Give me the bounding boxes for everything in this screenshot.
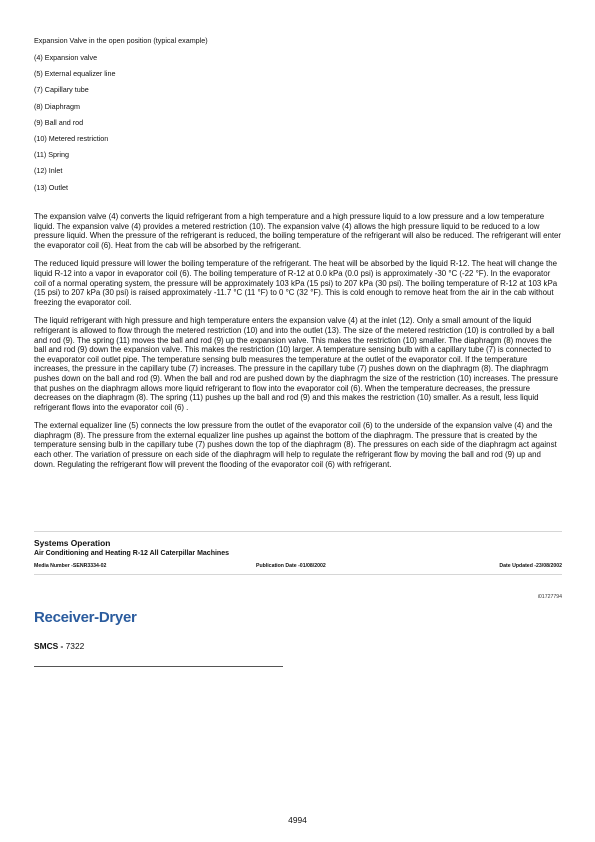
figure-caption: Expansion Valve in the open position (typical example): [34, 36, 208, 45]
publication-date: Publication Date -01/08/2002: [256, 563, 326, 569]
legend-item: (5) External equalizer line: [34, 69, 116, 79]
legend-item: (9) Ball and rod: [34, 117, 84, 127]
heading-divider: [34, 666, 283, 667]
section-subtitle: Air Conditioning and Heating R-12 All Caterpillar Machines: [34, 550, 229, 557]
smcs-label: SMCS -: [34, 641, 64, 651]
illustration-id: i01727794: [537, 594, 562, 600]
smcs-code: [34, 641, 84, 651]
legend-item: (8) Diaphragm: [34, 101, 80, 111]
legend-item: (12) Inlet: [34, 166, 63, 176]
legend-item: (10) Metered restriction: [34, 133, 109, 143]
date-updated: Date Updated -23/08/2002: [499, 563, 562, 569]
legend-item: (7) Capillary tube: [34, 85, 89, 95]
section-divider: [34, 531, 562, 532]
paragraph: The reduced liquid pressure will lower the boiling temperature of the refrigerant. The heat will be absorbed by the liquid R-12. The heat will change the liquid R-12 into a vapor in evaporator coil (6). The boiling temperature of R-12 at 0.0 kPa (0.0 psi) is approximately -30 °C (-22 °F). In the evaporator coil of a normal operating system, the pressure will be approximately 103 kPa (15 psi) to 207 kPa (30 psi). The boiling temperature of R-12 at 103 kPa (15 psi) to 207 kPa (30 psi) is raised approximately -11.7 °C (11 °F) to 0 °C (32 °F). This is cold enough to remove heat from the air in the cab without freezing the evaporator coil.: [34, 259, 558, 307]
legend-item: (11) Spring: [34, 150, 70, 160]
paragraph: The liquid refrigerant with high pressure and high temperature enters the expansion valve (4) at the inlet (12). Only a small amount of the liquid refrigerant is allowed to flow through the metered restriction (10) and into the outlet (13). The size of the metered restriction (10) is controlled by a ball and rod (9). The spring (11) moves the ball and rod (9) up the expansion valve. This makes the restriction (10) smaller. The diaphragm (8) moves the ball and rod (9) down the expansion valve. This makes the restriction (10) larger. A temperature sensing bulb with a capillary tube (7) is connected to the evaporator coil outlet pipe. The temperature sensing bulb measures the temperature at the outlet of the evaporator coil. If the temperature increases, the pressure in the capillary tube (7) increases. The pressure in the capillary tube (7) pushes down on the diaphragm (8). The diaphragm pushes down on the ball and rod (9). When the ball and rod are pushed down by the diaphragm the size of the restriction (10) increases. The pressure that pushes on the diaphragm allows more liquid refrigerant to flow into the evaporator coil (6). When the temperature decreases, the pressure decreases on the diaphragm (8). The spring (11) pushes up the ball and rod (9) and this makes the restriction (10) smaller. As a result, less liquid refrigerant flows into the evaporator coil (6) .: [34, 316, 559, 412]
legend-item: (4) Expansion valve: [34, 53, 98, 62]
media-number: Media Number -SENR3334-02: [34, 563, 107, 569]
meta-divider: [34, 574, 562, 575]
page-number: 4994: [288, 815, 307, 825]
figure-legend: [34, 53, 116, 199]
body-text: [34, 212, 562, 478]
paragraph: The external equalizer line (5) connects the low pressure from the outlet of the evaporator coil (6) to the underside of the expansion valve (4) and the diaphragm (8). The pressure from the external equalizer line pushes up against the bottom of the diaphragm. The pressure that is created by the temperature sensing bulb in the capillary tube (7) pushes down the top of the diaphragm (8). The pressures on each side of the diaphragm act against each other. The variation of pressure on each side of the diaphragm will help to regulate the refrigerant flow by moving the ball and rod (9) up and down. Regulating the refrigerant flow will prevent the flooding of the evaporator coil (6) with refrigerant.: [34, 421, 557, 469]
page-heading: Receiver-Dryer: [34, 609, 137, 626]
smcs-value: 7322: [65, 641, 85, 651]
section-title: Systems Operation: [34, 538, 111, 548]
paragraph: The expansion valve (4) converts the liquid refrigerant from a high temperature and a high pressure liquid to a low pressure and a low temperature liquid. The expansion valve (4) provides a metered restriction (10). The expansion valve (4) allows the high pressure liquid to be reduced to a low pressure liquid. When the pressure of the refrigerant is reduced, the boiling temperature of the refrigerant will also be reduced. The refrigerant will enter the evaporator coil (6). Heat from the cab will be absorbed by the refrigerant.: [34, 212, 562, 250]
legend-item: (13) Outlet: [34, 182, 68, 192]
